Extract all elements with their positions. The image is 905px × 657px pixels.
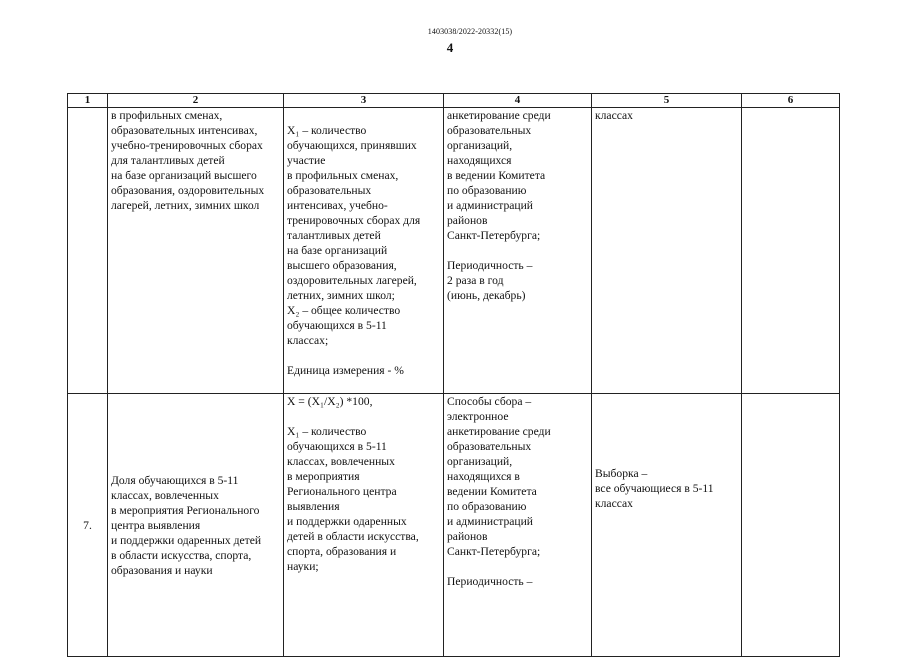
notes-cell <box>742 108 840 394</box>
row-number-cell: 7. <box>68 394 108 657</box>
notes-cell <box>742 394 840 657</box>
column-header: 4 <box>444 94 592 108</box>
document-id: 1403038/2022-20332(15) <box>427 27 513 36</box>
sample-cell: классах <box>592 108 742 394</box>
page-number: 4 <box>446 40 454 55</box>
table-row <box>68 108 840 394</box>
indicator-name-cell: в профильных сменах, образовательных интенсивах, учебно-тренировочных сборах для талантливых детей на базе организаций высшего образования, оздоровительных лагерей, летних, зимних школ <box>108 108 284 394</box>
column-header: 5 <box>592 94 742 108</box>
table-header-row <box>68 94 840 108</box>
formula-cell: X = (X₁/X₂) *100, X₁ – количество обучающихся в 5-11 классах, вовлеченных в мероприятия Регионального центра выявления и поддержки одаренных детей в области искусства, спорта, образования и науки; <box>284 394 444 657</box>
sample-cell: Выборка – все обучающиеся в 5-11 классах <box>592 394 742 657</box>
collection-method-cell: анкетирование среди образовательных организаций, находящихся в ведении Комитета по образованию и администраций районов Санкт-Петербурга; Периодичность – 2 раза в год (июнь, декабрь) <box>444 108 592 394</box>
row-number-cell <box>68 108 108 394</box>
formula-cell: X₁ – количество обучающихся, принявших участие в профильных сменах, образовательных интенсивах, учебно- тренировочных сборах для талантливых детей на базе организаций высшего образования, оздоровительных лагерей, летних, зимних школ; X₂ – общее количество обучающихся в 5-11 классах; Единица измерения - % <box>284 108 444 394</box>
collection-method-cell: Способы сбора – электронное анкетирование среди образовательных организаций, находящихся в ведении Комитета по образованию и администраций районов Санкт-Петербурга; Периодичность – <box>444 394 592 657</box>
column-header: 2 <box>108 94 284 108</box>
indicator-name-cell: Доля обучающихся в 5-11 классах, вовлеченных в мероприятия Регионального центра выявления и поддержки одаренных детей в области искусства, спорта, образования и науки <box>108 394 284 657</box>
column-header: 1 <box>68 94 108 108</box>
column-header: 6 <box>742 94 840 108</box>
indicator-table <box>67 93 840 657</box>
table-row <box>68 394 840 657</box>
column-header: 3 <box>284 94 444 108</box>
